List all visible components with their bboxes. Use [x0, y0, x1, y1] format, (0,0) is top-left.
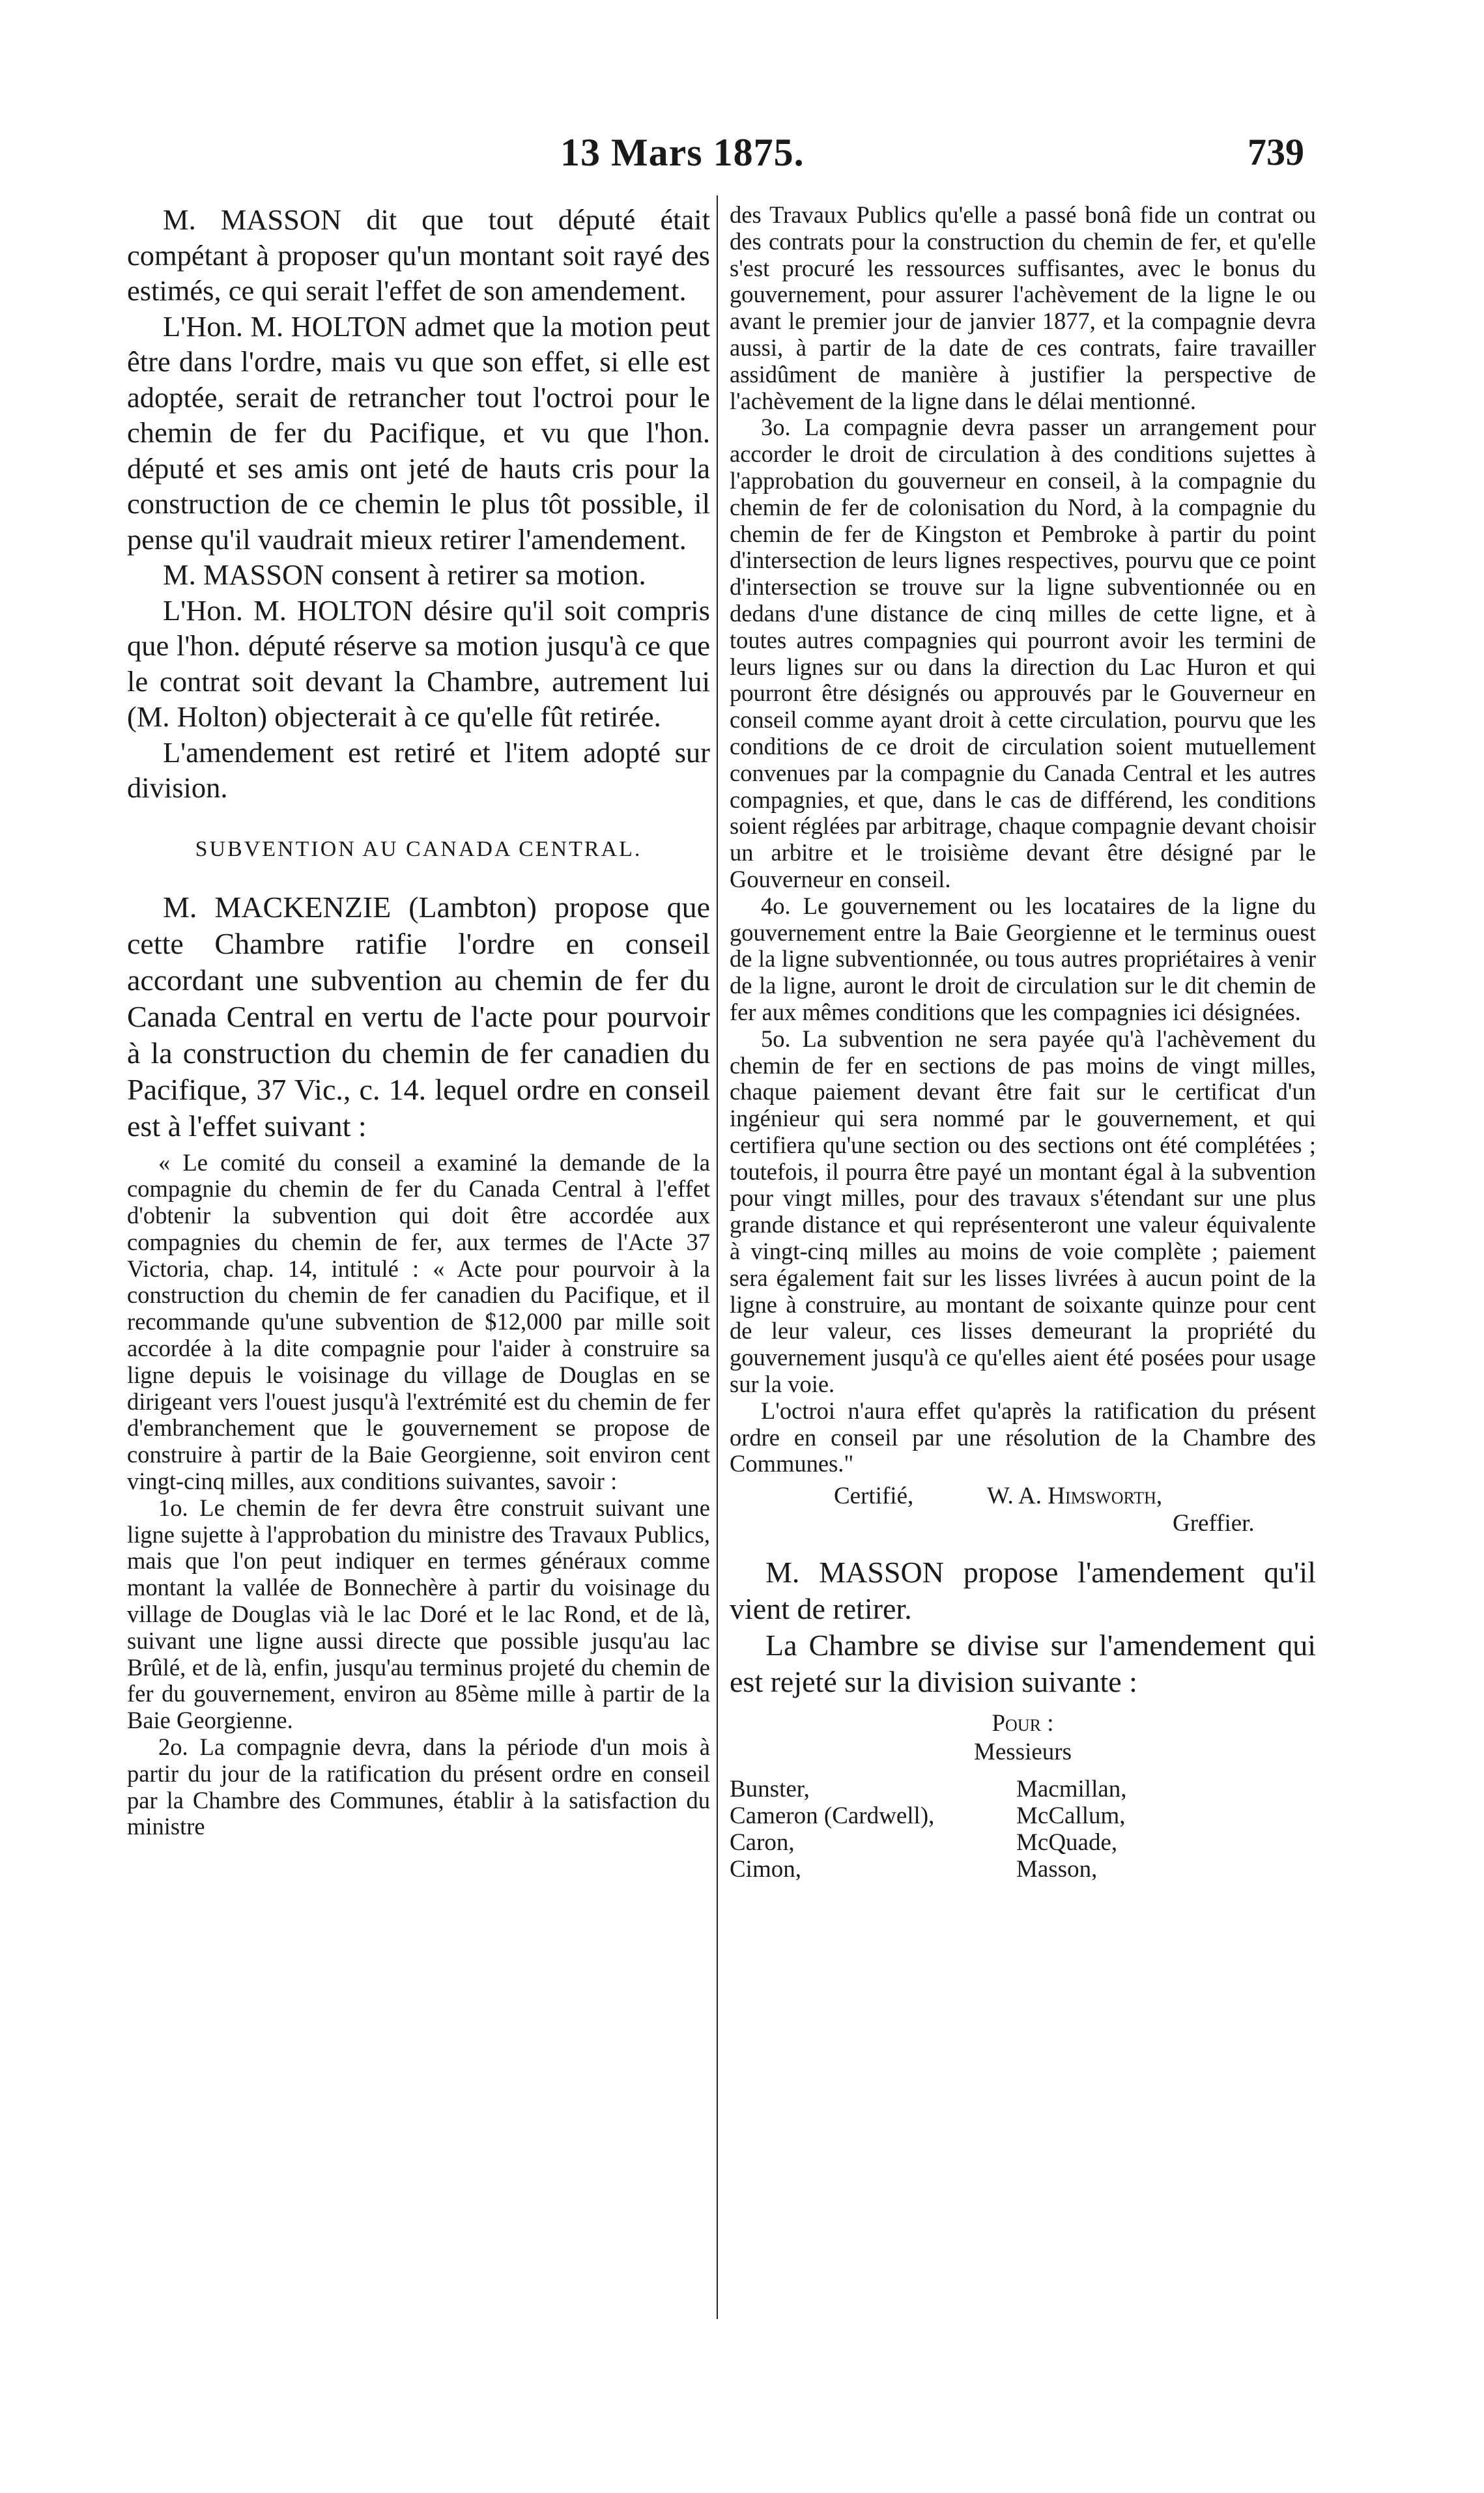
- quote-closing: L'octroi n'aura effet qu'après la ratification du présent ordre en conseil par une résolution de la Chambre des Communes.": [730, 1397, 1316, 1477]
- quote-condition-2-continued: des Travaux Publics qu'elle a passé bonâ fide un contrat ou des contrats pour la construction du chemin de fer, et qu'elle s'est procuré les ressources suffisantes, avec le bonus du gouvernement, pour assurer l'achèvement de la ligne le ou avant le premier jour de janvier 1877, et la compagnie devra aussi, à partir de la date de ces contrats, faire travailler assidûment de manière à justifier la perspective de l'achèvement de la ligne dans le délai mentionné.: [730, 201, 1316, 414]
- header-date: 13 Mars 1875.: [560, 131, 805, 174]
- paragraph-mackenzie: M. MACKENZIE (Lambton) propose que cette Chambre ratifie l'ordre en conseil accordant une subvention au chemin de fer du Canada Central en vertu de l'acte pour pourvoir à la construction du chemin de fer canadien du Pacifique, 37 Vic., c. 14. lequel ordre en conseil est à l'effet suivant :: [127, 890, 710, 1143]
- vote-name: Macmillan,: [1016, 1776, 1127, 1803]
- quote-condition-2: 2o. La compagnie devra, dans la période d'un mois à partir du jour de la ratification du présent ordre en conseil par la Chambre des Communes, établir à la satisfaction du ministre: [127, 1733, 710, 1840]
- column-divider: [717, 195, 718, 2319]
- paragraph-holton-1: L'Hon. M. HOLTON admet que la motion peut être dans l'ordre, mais vu que son effet, si elle est adoptée, serait de retrancher tout l'octroi pour le chemin de fer du Pacifique, et vu que l'hon. député et ses amis ont jeté de hauts cris pour la construction de ce chemin le plus tôt possible, il pense qu'il vaudrait mieux retirer l'amendement.: [127, 309, 710, 556]
- quote-condition-5: 5o. La subvention ne sera payée qu'à l'achèvement du chemin de fer en sections de pas moins de vingt milles, chaque paiement devant être fait sur le certificat d'un ingénieur qui sera nommé par le gouvernement, et qui certifiera qu'une section ou des sections ont été complétées ; toutefois, il pourra être payé un montant égal à la subvention pour vingt milles, pour des travaux s'étendant sur une plus grande distance et qui représenteront une valeur équivalente à vingt-cinq milles au moins de voie complète ; paiement sera également fait sur les lisses livrées à aucun point de la ligne à construire, au montant de soixante quinze pour cent de leur valeur, ces lisses demeurant la propriété du gouvernement jusqu'à ce qu'elles aient été posées pour usage sur la voie.: [730, 1025, 1316, 1398]
- left-column: [127, 202, 710, 1840]
- vote-name: McCallum,: [1016, 1802, 1126, 1830]
- certification-label: Certifié,: [834, 1483, 914, 1510]
- paragraph-amendment-withdrawn: L'amendement est retiré et l'item adopté sur division.: [127, 735, 710, 804]
- certification-role: Greffier.: [1173, 1510, 1255, 1537]
- vote-name: Caron,: [730, 1829, 795, 1857]
- vote-name: McQuade,: [1016, 1829, 1118, 1857]
- vote-name: Cimon,: [730, 1856, 801, 1883]
- certification-signatory: W. A. Himsworth,: [987, 1483, 1163, 1510]
- paragraph-holton-2: L'Hon. M. HOLTON désire qu'il soit compris que l'hon. député réserve sa motion jusqu'à ce que le contrat soit devant la Chambre, autrement lui (M. Holton) objecterait à ce qu'elle fût retirée.: [127, 593, 710, 733]
- vote-messieurs-heading: Messieurs: [973, 1739, 1072, 1766]
- section-title: SUBVENTION AU CANADA CENTRAL.: [195, 836, 642, 861]
- vote-pour-heading: Pour :: [992, 1710, 1054, 1737]
- quote-condition-4: 4o. Le gouvernement ou les locataires de la ligne du gouvernement entre la Baie Georgienne et le terminus ouest de la ligne subventionnée, ou tous autres propriétaires à venir de la ligne, auront le droit de circulation sur le dit chemin de fer aux mêmes conditions que les compagnies ici désignées.: [730, 892, 1316, 1025]
- vote-name: Cameron (Cardwell),: [730, 1802, 935, 1830]
- quote-condition-1: 1o. Le chemin de fer devra être construit suivant une ligne sujette à l'approbation du ministre des Travaux Publics, mais que l'on peut indiquer en termes généraux comme montant la vallée de Bonnechère à partir du voisinage du village de Douglas vià le lac Doré et le lac Rond, et de là, suivant une ligne aussi directe que possible jusqu'au lac Brûlé, et de là, enfin, jusqu'au terminus projeté du chemin de fer du gouvernement, environ au 85ème mille à partir de la Baie Georgienne.: [127, 1494, 710, 1734]
- paragraph-division: La Chambre se divise sur l'amendement qui est rejeté sur la division suivante :: [730, 1629, 1316, 1699]
- quote-condition-3: 3o. La compagnie devra passer un arrangement pour accorder le droit de circulation à des conditions sujettes à l'approbation du gouverneur en conseil, à la compagnie du chemin de fer de colonisation du Nord, à la compagnie du chemin de fer de Kingston et Pembroke à partir du point d'intersection de leurs lignes respectives, pourvu que ce point d'intersection se trouve sur la ligne subventionnée ou en dedans d'une distance de cinq milles de cette ligne, et à toutes autres compagnies qui pourront avoir les termini de leurs lignes sur ou dans la direction du Lac Huron et qui pourront être désignés ou approuvés par le Gouverneur en conseil comme ayant droit à cette circulation, pourvu que les conditions de ce droit de circulation soient mutuellement convenues par la compagnie du Canada Central et les autres compagnies, et que, dans le cas de différend, les conditions soient réglées par arbitrage, chaque compagnie devant choisir un arbitre et le troisième devant être désigné par le Gouverneur en conseil.: [730, 414, 1316, 892]
- right-column: [730, 202, 1316, 1883]
- vote-names: [730, 1776, 1316, 1883]
- paragraph-masson-3: M. MASSON propose l'amendement qu'il vient de retirer.: [730, 1556, 1316, 1626]
- vote-name: Bunster,: [730, 1776, 810, 1803]
- certification: [730, 1483, 1316, 1541]
- page-number: 739: [1248, 131, 1304, 173]
- vote-name: Masson,: [1016, 1856, 1098, 1883]
- paragraph-masson-1: M. MASSON dit que tout député était compétant à proposer qu'un montant soit rayé des estimés, ce qui serait l'effet de son amendement.: [127, 203, 710, 307]
- paragraph-masson-2: M. MASSON consent à retirer sa motion.: [163, 558, 646, 591]
- page-header: [0, 130, 1484, 182]
- quote-order-in-council: « Le comité du conseil a examiné la demande de la compagnie du chemin de fer du Canada Central à l'effet d'obtenir la subvention qui doit être accordée aux compagnies du chemin de fer, aux termes de l'Acte 37 Victoria, chap. 14, intitulé : « Acte pour pourvoir à la construction du chemin de fer canadien du Pacifique, et il recommande qu'une subvention de $12,000 par mille soit accordée à la dite compagnie pour l'aider à construire sa ligne depuis le voisinage du village de Douglas en se dirigeant vers l'ouest jusqu'à l'extrémité est du chemin de fer d'embranchement que le gouvernement se propose de construire à partir de la Baie Georgienne, soit environ cent vingt-cinq milles, aux conditions suivantes, savoir :: [127, 1148, 710, 1495]
